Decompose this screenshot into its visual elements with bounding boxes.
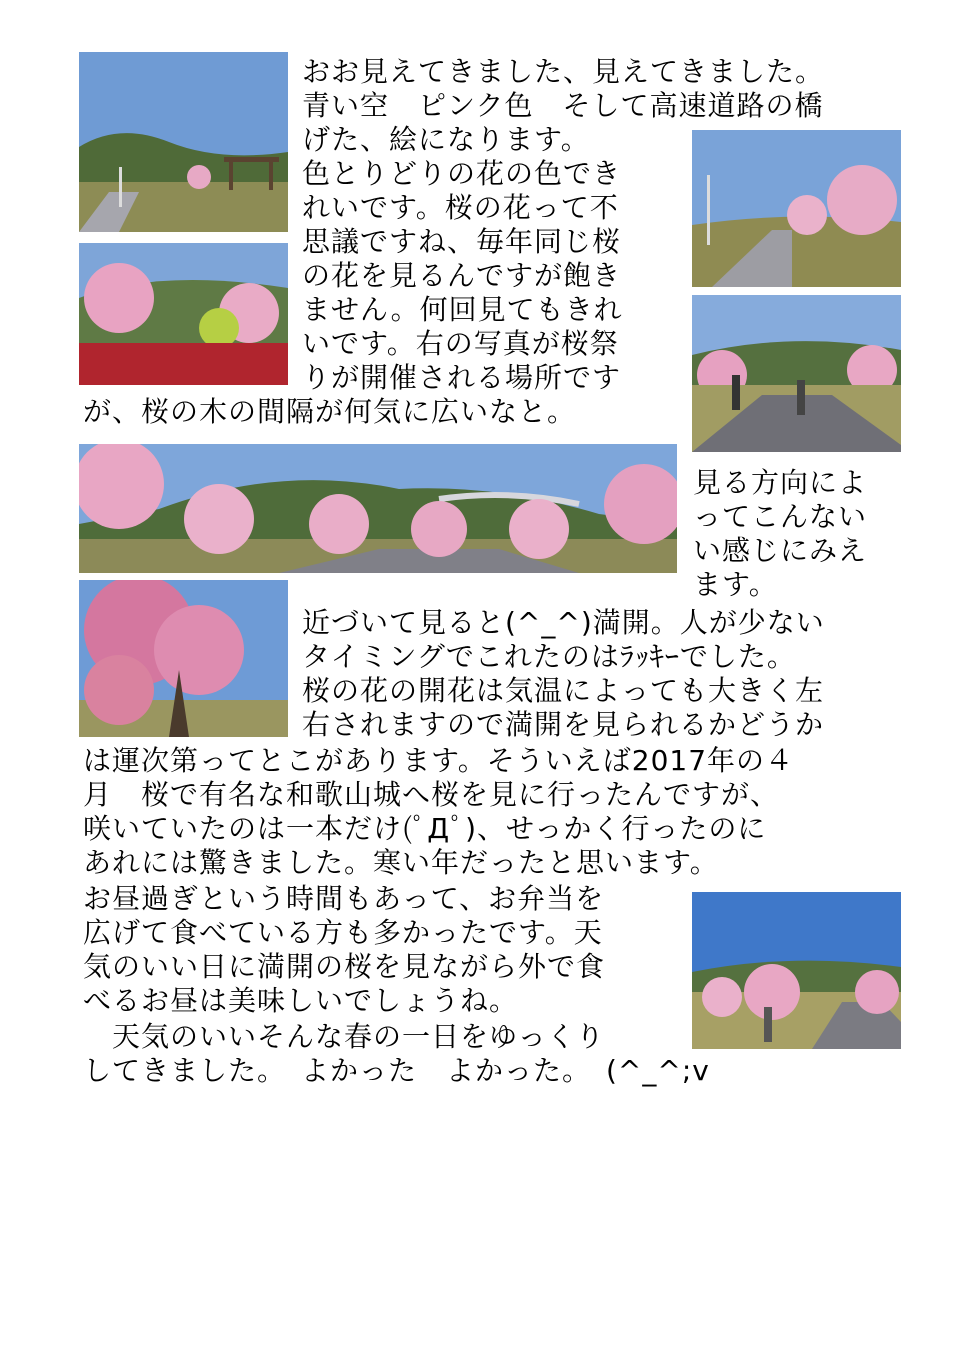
photo-panorama-blossoms-bridge: [79, 444, 677, 573]
photo-red-shrubs-blossoms: [79, 243, 288, 385]
text-line-1: おお見えてきました、見えてきました。: [302, 55, 825, 88]
text-line-15: ます。: [693, 568, 778, 601]
text-line-9: いです。右の写真が桜祭: [302, 327, 619, 360]
text-line-2: 青い空 ピンク色 そして高速道路の橋: [302, 89, 824, 122]
text-line-10: りが開催される場所です: [302, 361, 622, 394]
text-line-6: 思議ですね、毎年同じ桜: [302, 225, 622, 258]
text-line-17: タイミングでこれたのはﾗｯｷｰでした。: [302, 640, 796, 673]
photo-people-walking-dogs: [692, 295, 901, 452]
text-line-4: 色とりどりの花の色でき: [302, 157, 622, 190]
text-line-7: の花を見るんですが飽き: [302, 259, 622, 292]
text-line-18: 桜の花の開花は気温によっても大きく左: [302, 674, 825, 707]
text-line-20: は運次第ってとこがあります。そういえば2017年の４: [83, 744, 795, 777]
text-line-11: が、桜の木の間隔が何気に広いなと。: [83, 395, 577, 428]
text-line-29: してきました。 よかった よかった。 (^_^;v: [83, 1054, 710, 1087]
photo-park-path-bridge: [79, 52, 288, 232]
text-line-22: 咲いていたのは一本だけ(ﾟДﾟ)、せっかく行ったのに: [83, 812, 767, 845]
text-line-26: 気のいい日に満開の桜を見ながら外で食: [83, 950, 606, 983]
text-line-21: 月 桜で有名な和歌山城へ桜を見に行ったんですが、: [83, 778, 780, 811]
text-line-23: あれには驚きました。寒い年だったと思います。: [83, 846, 719, 879]
text-line-19: 右されますので満開を見られるかどうか: [302, 708, 825, 741]
text-line-24: お昼過ぎという時間もあって、お弁当を: [83, 882, 605, 915]
text-line-5: れいです。桜の花って不: [302, 191, 619, 224]
text-line-8: ません。何回見てもきれ: [302, 293, 623, 326]
text-line-16: 近づいて見ると(^_^)満開。人が少ない: [302, 606, 825, 639]
text-line-27: べるお昼は美味しいでしょうね。: [83, 984, 519, 1017]
text-line-28: 天気のいいそんな春の一日をゆっくり: [83, 1020, 605, 1053]
photo-path-right-top: [692, 130, 901, 287]
text-line-14: い感じにみえ: [693, 534, 868, 567]
text-line-3: げた、絵になります。: [302, 123, 590, 156]
photo-closeup-blossom-tree: [79, 580, 288, 737]
photo-picnic-area: [692, 892, 901, 1049]
text-line-13: ってこんない: [693, 500, 868, 533]
text-line-25: 広げて食べている方も多かったです。天: [83, 916, 603, 949]
text-line-12: 見る方向によ: [693, 466, 868, 499]
